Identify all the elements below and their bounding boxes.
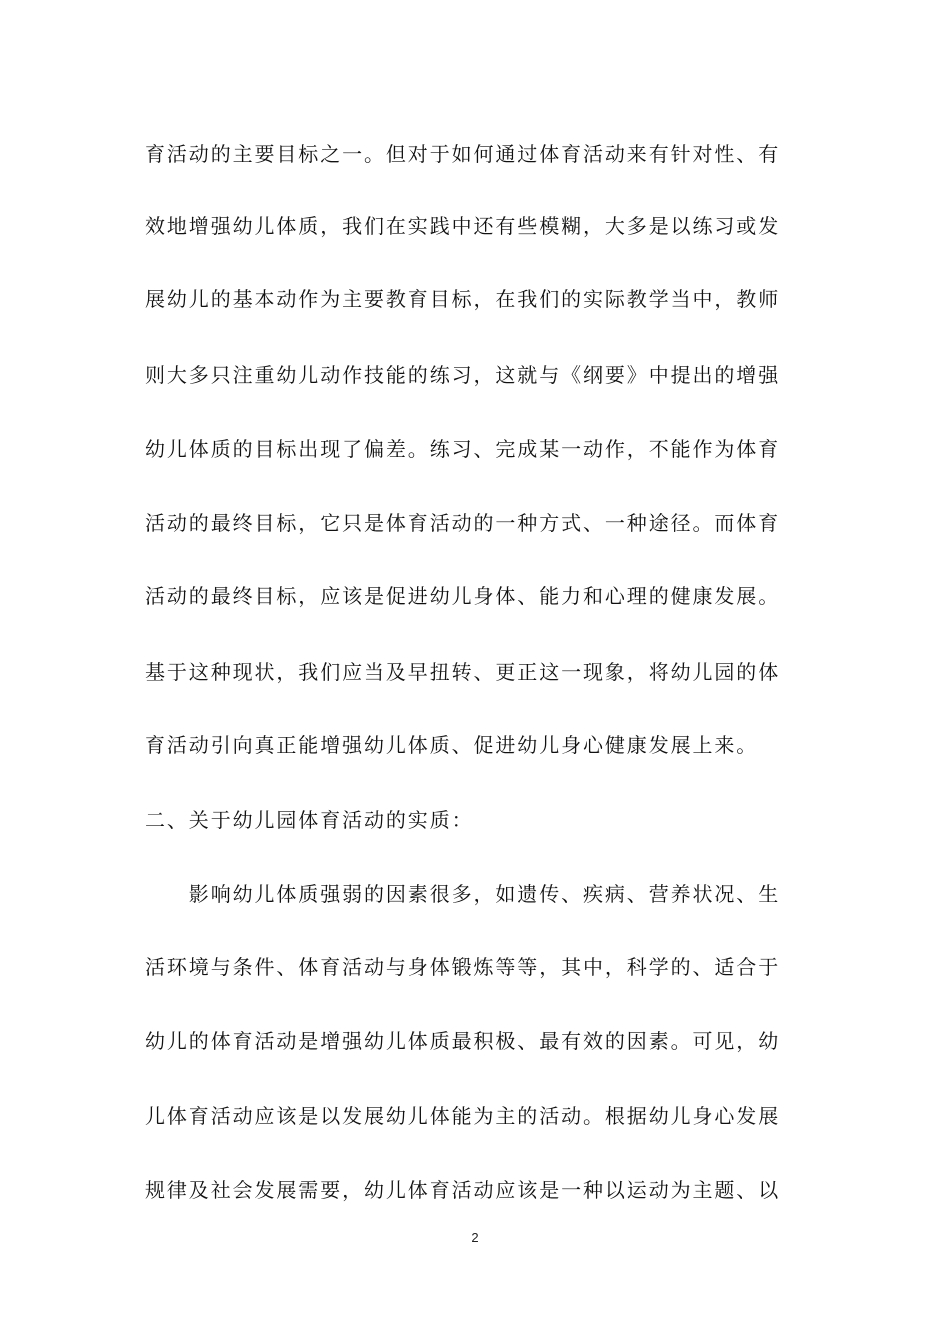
body-text-line: 儿体育活动应该是以发展幼儿体能为主的活动。根据幼儿身心发展 [145,1104,781,1128]
page-number: 2 [471,1230,479,1245]
body-text-line: 育活动引向真正能增强幼儿体质、促进幼儿身心健康发展上来。 [145,733,759,757]
body-text-line: 幼儿的体育活动是增强幼儿体质最积极、最有效的因素。可见，幼 [145,1029,781,1053]
body-text-line: 规律及社会发展需要，幼儿体育活动应该是一种以运动为主题、以 [145,1178,781,1202]
body-text-line: 活动的最终目标，应该是促进幼儿身体、能力和心理的健康发展。 [145,584,781,608]
body-text-line: 影响幼儿体质强弱的因素很多，如遗传、疾病、营养状况、生 [145,882,781,906]
body-text-line: 育活动的主要目标之一。但对于如何通过体育活动来有针对性、有 [145,142,781,166]
body-text-line: 效地增强幼儿体质，我们在实践中还有些模糊，大多是以练习或发 [145,214,781,238]
section-heading: 二、关于幼儿园体育活动的实质： [145,808,474,832]
body-text-line: 幼儿体质的目标出现了偏差。练习、完成某一动作，不能作为体育 [145,437,781,461]
body-text-line: 则大多只注重幼儿动作技能的练习，这就与《纲要》中提出的增强 [145,363,781,387]
body-text-line: 展幼儿的基本动作为主要教育目标，在我们的实际教学当中，教师 [145,287,781,311]
body-text-line: 活环境与条件、体育活动与身体锻炼等等，其中，科学的、适合于 [145,955,781,979]
body-text-line: 基于这种现状，我们应当及早扭转、更正这一现象，将幼儿园的体 [145,660,781,684]
body-text-line: 活动的最终目标，它只是体育活动的一种方式、一种途径。而体育 [145,511,781,535]
